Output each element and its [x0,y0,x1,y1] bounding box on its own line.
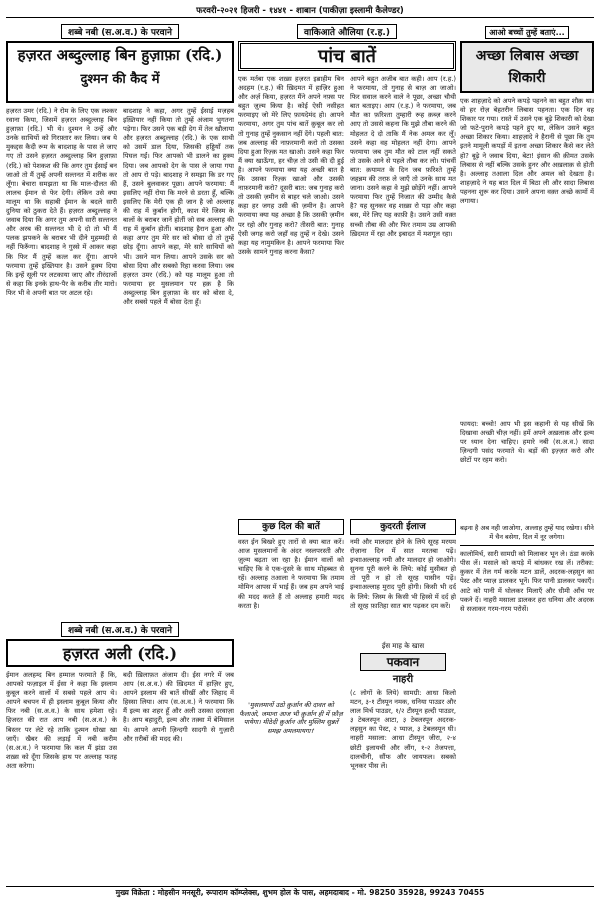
article-text: बदी ख़िलाफ़त अंजाम दी। ईस नगरे में जब आप (स.अ.व.) की ख़िदमत में हाज़िर हुए, आपने इस्लाम की बातें सीखीं और जिहाद में हिस्सा लिया। आप (स.अ.व.) ने फरमाया कि मैं इल्म का शहर हूँ और अली उसका दरवाज़ा है। आप बहादुरी, इल्म और तक़्वा में बेमिसाल थे। आपने अपनी ज़िन्दगी सादगी से गुज़ारी और ग़रीबों की मदद की। [123,671,234,743]
title-frame [6,639,234,667]
article-text: नमी और मालदार होने के लिये सूरह मरयम रोज़ाना दिन में सात मरतबा पढ़ें। इन्शाअल्लाह नमी और मालदार हो जाओगे। सुनना पूरी करने के लिये: कोई मुसीबत हो तो पूरी न हो तो सूरह यासीन पढ़ें। इन्शाअल्लाह मुराद पूरी होगी। किसी भी दर्द के लिये: जिस्म के किसी भी हिस्से में दर्द हो तो सूरह फ़ातिहा सात बार पढ़कर दम करें। [350,538,456,610]
article-text: वस्त ईन बिखरे हुए तारों से क्या बात करें। आज मुसलमानों के अंदर नस्लपरस्ती और ज़ुल्म बढ़ता जा रहा है। ईमान वालों को चाहिए कि वे एक-दूसरे के साथ मोहब्बत से रहें। अल्लाह तआला ने फरमाया कि तमाम मोमिन आपस में भाई हैं। जब हम अपने भाई की मदद करते हैं तो अल्लाह हमारी मदद करता है। [238,538,344,610]
header-strip: फरवरी-२०२१ हिजरी - १४४१ - शाबान (पाकीज़ा इस्लामी कैलेण्डर) [6,4,594,18]
section-tag: शब्बे नबी (स.अ.व.) के परवाने [61,24,179,39]
recipe-title: पकवान [360,653,446,671]
title-frame [460,41,594,93]
article-subtitle: दुश्मन की कैद में [80,72,160,87]
article-text: एक मर्तबा एक शख़्स हज़रत इब्राहीम बिन अदहम (र.ह.) की ख़िदमत में हाज़िर हुआ और अर्ज़ किया, हज़रत मैंने अपने नफ़्स पर बहुत ज़ुल्म किया है। कोई ऐसी नसीहत फरमाइए जो मेरे लिए फ़ायदेमंद हो। आपने फरमाया, अगर तुम पांच बातें क़ुबूल कर लो तो गुनाह तुम्हें नुकसान नहीं देंगे। पहली बात: जब अल्लाह की नाफ़रमानी करो तो उसका दिया हुआ रिज़्क़ मत खाओ। उसने कहा फिर मैं क्या खाऊँगा, हर चीज़ तो उसी की दी हुई है। आपने फरमाया क्या यह अच्छी बात है कि उसका रिज़्क़ खाओ और उसकी नाफ़रमानी करो? दूसरी बात: जब गुनाह करो तो उसकी ज़मीन से बाहर चले जाओ। उसने कहा हर जगह उसी की ज़मीन है। आपने फरमाया क्या यह अच्छा है कि उसकी ज़मीन पर रहो और गुनाह करो? तीसरी बात: गुनाह ऐसी जगह करो जहाँ वह तुम्हें न देखे। उसने कहा यह नामुमकिन है। आपने फरमाया फिर उसके सामने गुनाह करना कैसा? [238,75,344,256]
section-tag: आओ बच्चों तुम्हें बताएं... [485,26,568,39]
quote: 'मुसलमानों उठो क़ुर्आन की दावत को फैलाओ, जमाना आज भी क़ुर्आन ही में फ़ौज़ पायेगा। मीठेदी क़ुर्आन और मुस्लिम सुन्नतें समझ अमलमायगा।' [239,701,343,735]
poem: बढ़ना है अब नही जाओगा, अल्लाह तुम्हें याद रखेगा। सीने में चैन बसेगा, दिल में नूर जगेगा। [460,524,594,541]
article-title: अच्छा लिबास अच्छा शिकारी [475,48,579,86]
footer-strip: मुख्य विक्रेता : मोहसीन मनसूरी, रूपाराम कॉम्प्लेक्स, शुभम होल के पास, अहमदाबाद - मो. 98250 35928, 99243 70455 [6,886,594,898]
article-text: एक शाहज़ादे को अपने कपड़े पहनने का बहुत शौक़ था। वो हर रोज़ बेहतरीन लिबास पहनता। एक दिन वह शिकार पर गया। रास्ते में उसने एक बूढ़े शिकारी को देखा जो फटे-पुराने कपड़े पहने हुए था, लेकिन उसने बहुत अच्छा शिकार किया। शाहज़ादे ने हैरानी से पूछा कि तुम इतने मामूली कपड़ों में इतना अच्छा शिकार कैसे कर लेते हो? बूढ़े ने जवाब दिया, बेटा! इंसान की क़ीमत उसके लिबास से नहीं बल्कि उसके हुनर और अख़लाक़ से होती है। अल्लाह तआला दिल और अमल को देखता है। शाहज़ादे ने यह बात दिल में बिठा ली और सादा लिबास पहनना शुरू कर दिया। उसने अपना वक़्त अच्छे कामों में लगाया। [460,97,594,206]
title-frame [6,41,234,103]
section-tag: कुदरती ईलाज [350,519,456,535]
article-text: आपने बहुत अजीब बात कही। आप (र.ह.) ने फरमाया, तो गुनाह से बाज़ आ जाओ। फिर सवाल करने वाले ने पूछा, अच्छा चौथी बात बताइए। आप (र.ह.) ने फरमाया, जब मौत का फ़रिश्ता तुम्हारी रूह क़ब्ज़ करने आए तो उससे कहना कि मुझे तौबा करने की मोहलत दे दो ताकि मैं नेक अमल कर लूँ। उसने कहा वह मोहलत नहीं देगा। आपने फरमाया जब तुम मौत को टाल नहीं सकते तो उसके आने से पहले तौबा कर लो। पांचवीं बात: क़यामत के दिन जब फ़रिश्ते तुम्हें जहन्नम की तरफ़ ले जाएँ तो उनके साथ मत जाना। उसने कहा वे मुझे छोड़ेंगे नहीं। आपने फरमाया फिर तुम्हें निजात की उम्मीद कैसे है? यह सुनकर वह शख़्स रो पड़ा और कहा बस, मेरे लिए यह काफ़ी है। उसने उसी वक़्त सच्ची तौबा की और फिर तमाम उम्र आपकी ख़िदमत में रहा और इबादत में मशगूल रहा। [350,75,456,238]
title-frame [238,41,456,71]
article-text: कालोमिर्च, सारी सामग्री को मिलाकर भून ले। ठंडा करके पीस लें। मसाले को कपड़े में बांधकर रख लें। तरीका: कुकर में तेल गर्म करके मटन डालें, अदरक-लहसुन का पेस्ट और प्याज़ डालकर भूनें। फिर पानी डालकर पकाएँ। आटे को पानी में घोलकर मिलाएँ और धीमी आँच पर पकने दें। नाहरी मसाला डालकर हरा धनिया और अदरक से सजाकर गरम-गरम परोसें। [460,550,594,613]
article-text: (८ लोगों के लिये) सामग्री: आधा किलो मटन, ३-१ टीस्पून नमक, धनिया पाउडर और लाल मिर्च पाउडर, १/२ टीस्पून हल्दी पाउडर, ३ टेबलस्पून आटा, ३ टेबलस्पून अदरक-लहसुन का पेस्ट, २ प्याज, ३ टेबलस्पून घी। नाहरी मसाला: आधा टीस्पून जीरा, २-४ छोटी इलायची और लौंग, १-२ तेजपत्ता, दालचीनी, सौंफ और जायफल। सबको भूनकर पीस लें। [350,689,456,770]
recipe-name: नाहरी [392,674,414,685]
recipe-tag: ईस माह के खास [381,642,425,650]
article-text: हज़रत उमर (रदि.) ने रोम के लिए एक लश्कर रवाना किया, जिसमें हज़रत अब्दुल्लाह बिन हुज़ाफ़ा (रदि.) भी थे। दुश्मन ने उन्हें और उनके साथियों को गिरफ़्तार कर लिया। जब ये मुकद्दस कैदी रूम के बादशाह के पास ले जाए गए तो उसने हज़रत अब्दुल्लाह बिन हुज़ाफ़ा (रदि.) को पेशकश की कि अगर तुम ईसाई बन जाओ तो मैं तुम्हें अपनी सल्तनत में शरीक कर लूँगा। बेचारा समझता था कि माल-दौलत की लालच ईमान से फेर देगी। लेकिन उसे क्या मालूम था कि सहाबी ईमान के बदले सारी दुनिया को ठुकरा देते हैं। हज़रत अब्दुल्लाह ने जवाब दिया कि अगर तुम अपनी सारी सल्तनत और अरब की सल्तनत भी दे दो तो भी मैं पलक झपकने के बराबर भी दीने मुहम्मदी से नहीं फिरूँगा। बादशाह ने गुस्से में आकर कहा कि फिर मैं तुम्हें कत्ल कर दूँगा। आपने फरमाया तुम्हें इख्तियार है। उसने हुक्म दिया कि इन्हें सूली पर लटकाया जाए और तीरंदाजों से कहा कि इनके हाथ-पैर के करीब तीर मारो। फिर भी वे अपनी बात पर अटल रहे। [6,107,117,297]
section-tag: शब्बे नबी (स.अ.व.) के परवाने [61,622,179,637]
article-title: हज़रत अब्दुल्लाह बिन हुज़ाफ़ा (रदि.) [17,46,223,64]
article-text: ईमान अलहम्द बिन हम्माल फरमाते हैं कि, आपको फज़ाइल में ईसा ने कहा कि इस्लाम कुबूल करने वालों में सबसे पहले आप थे। आपने बचपन में ही इस्लाम कुबूल किया और फिर नबी (स.अ.व.) के साथ हमेशा रहे। हिजरत की रात आप नबी (स.अ.व.) के बिस्तर पर लेटे रहे ताकि दुश्मन धोखा खा जाएँ। खैबर की लड़ाई में नबी करीम (स.अ.व.) ने फरमाया कि कल मैं झंडा उस शख़्स को दूँगा जिसके हाथ पर अल्लाह फतह अता करेगा। [6,671,117,770]
column-2 [238,20,456,869]
column-3 [460,20,594,800]
article-title: हज़रत अली (रदि.) [62,644,178,663]
article-title: पांच बातें [318,46,376,67]
article-text: फायदा: बच्चो! आप भी इस कहानी से यह सीखें कि दिखावा अच्छी चीज़ नहीं। हमें अपने अख़लाक़ और इल्म पर ध्यान देना चाहिए। हमारे नबी (स.अ.व.) सादा ज़िन्दगी पसंद फरमाते थे। बड़ों की इज़्ज़त करो और छोटों पर रहम करो। [460,420,594,465]
divider [460,545,594,546]
calendar-page [6,4,594,898]
section-tag: वाकिआते औलिया (र.ह.) [297,24,397,39]
column-1 [6,20,234,871]
section-tag: कुछ दिल की बातें [238,519,344,535]
article-text: बादशाह ने कहा, अगर तुम्हें ईसाई मज़हब इख़्तियार नहीं किया तो तुम्हें अंजाम भुगतना पड़ेगा। फिर उसने एक बड़ी देग में तेल खौलाया और हज़रत अब्दुल्लाह (रदि.) के एक साथी को उसमें डाल दिया, जिसकी हड्डियाँ तक पिघल गईं। फिर आपको भी डालने का हुक्म दिया। जब आपको देग के पास ले जाया गया तो आप रो पड़े। बादशाह ने समझा कि डर गए हैं, उसने बुलवाकर पूछा। आपने फरमाया: मैं इसलिए नहीं रोया कि मरने से डरता हूँ, बल्कि इसलिए कि मेरी एक ही जान है जो अल्लाह की राह में कुर्बान होगी, काश मेरे जिस्म के बालों के बराबर जानें होतीं जो सब अल्लाह की राह में कुर्बान होतीं। बादशाह हैरान हुआ और कहा अगर तुम मेरे सर को बोसा दो तो तुम्हें छोड़ दूँगा। आपने कहा, मेरे सारे साथियों को भी। उसने मान लिया। आपने उसके सर को बोसा दिया और सबको रिहा करवा लिया। जब हज़रत उमर (रदि.) को यह मालूम हुआ तो फरमाया हर मुसलमान पर हक़ है कि अब्दुल्लाह बिन हुज़ाफ़ा के सर को बोसा दे, और सबसे पहले मैं बोसा देता हूँ। [123,107,234,306]
